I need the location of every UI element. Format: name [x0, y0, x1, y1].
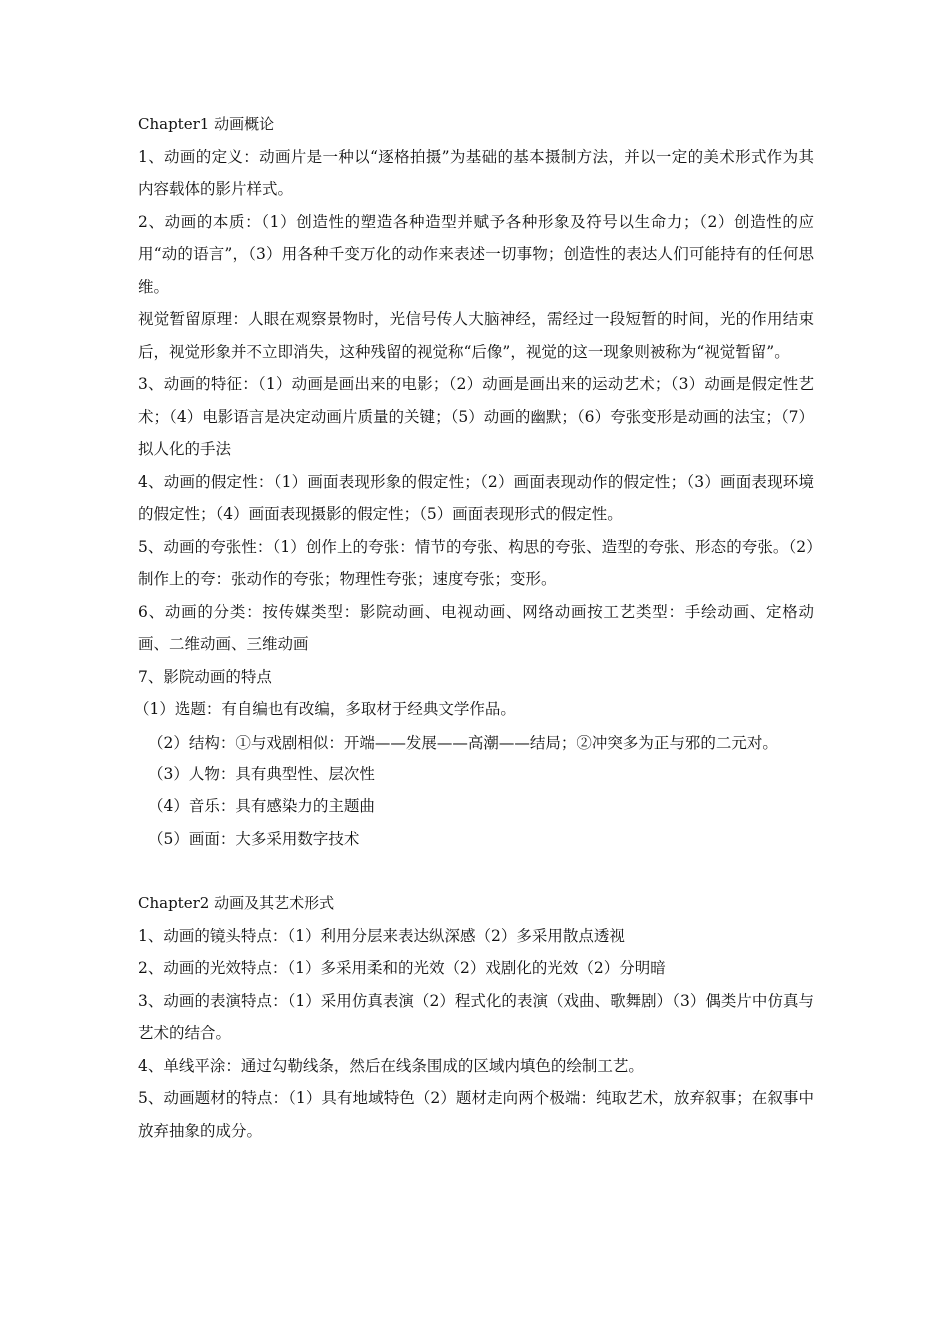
paragraph-essence: 2、动画的本质：（1）创造性的塑造各种造型并赋予各种形象及符号以生命力；（2）创造性的应用“动的语言”，（3）用各种千变万化的动作来表述一切事物；创造性的表达人们可能持有的任何思维。: [138, 212, 814, 296]
list-item-music: （4）音乐：具有感染力的主题曲: [148, 797, 375, 815]
paragraph-exaggeration: 5、动画的夸张性：（1）创作上的夸张：情节的夸张、构思的夸张、造型的夸张、形态的夸张。（2）制作上的夸：张动作的夸张；物理性夸张；速度夸张；变形。: [138, 537, 814, 588]
document-body: [134, 108, 814, 1147]
list-item-characters: （3）人物：具有典型性、层次性: [148, 764, 375, 783]
paragraph-shot-features: 1、动画的镜头特点：（1）利用分层来表达纵深感（2）多采用散点透视: [138, 926, 625, 945]
paragraph-assumption: 4、动画的假定性：（1）画面表现形象的假定性；（2）画面表现动作的假定性；（3）画面表现环境的假定性；（4）画面表现摄影的假定性；（5）画面表现形式的假定性。: [138, 472, 814, 523]
paragraph-subject-features: 5、动画题材的特点：（1）具有地域特色（2）题材走向两个极端：纯取艺术，放弃叙事；在叙事中放弃抽象的成分。: [138, 1089, 814, 1140]
paragraph-persistence-of-vision: 视觉暂留原理：人眼在观察景物时，光信号传人大脑神经，需经过一段短暂的时间，光的作用结束后，视觉形象并不立即消失，这种残留的视觉称“后像”，视觉的这一现象则被称为“视觉暂留”。: [138, 310, 814, 361]
list-item-visuals: （5）画面：大多采用数字技术: [148, 829, 360, 848]
list-item-topic: （1）选题：有自编也有改编，多取材于经典文学作品。: [134, 700, 516, 718]
section-spacer: [138, 855, 814, 887]
paragraph-cinema-animation-heading: 7、影院动画的特点: [138, 667, 272, 686]
paragraph-flat-coloring: 4、单线平涂：通过勾勒线条，然后在线条围成的区域内填色的绘制工艺。: [138, 1056, 644, 1075]
paragraph-lighting-features: 2、动画的光效特点：（1）多采用柔和的光效（2）戏剧化的光效（2）分明暗: [138, 959, 666, 977]
paragraph-features: 3、动画的特征：（1）动画是画出来的电影；（2）动画是画出来的运动艺术；（3）动画是假定性艺术；（4）电影语言是决定动画片质量的关键；（5）动画的幽默；（6）夸张变形是动画的法宝；（7）拟人化的手法: [138, 375, 814, 458]
list-item-structure: （2）结构：①与戏剧相似：开端——发展——高潮——结局；②冲突多为正与邪的二元对。: [148, 733, 778, 752]
paragraph-classification: 6、动画的分类：按传媒类型：影院动画、电视动画、网络动画按工艺类型：手绘动画、定格动画、二维动画、三维动画: [138, 602, 814, 653]
chapter2-title: Chapter2 动画及其艺术形式: [138, 894, 335, 912]
chapter1-title: Chapter1 动画概论: [138, 115, 275, 133]
paragraph-performance-features: 3、动画的表演特点：（1）采用仿真表演（2）程式化的表演（戏曲、歌舞剧）（3）偶类片中仿真与艺术的结合。: [138, 991, 814, 1042]
paragraph-definition: 1、动画的定义：动画片是一种以“逐格拍摄”为基础的基本摄制方法，并以一定的美术形式作为其内容载体的影片样式。: [138, 147, 814, 198]
